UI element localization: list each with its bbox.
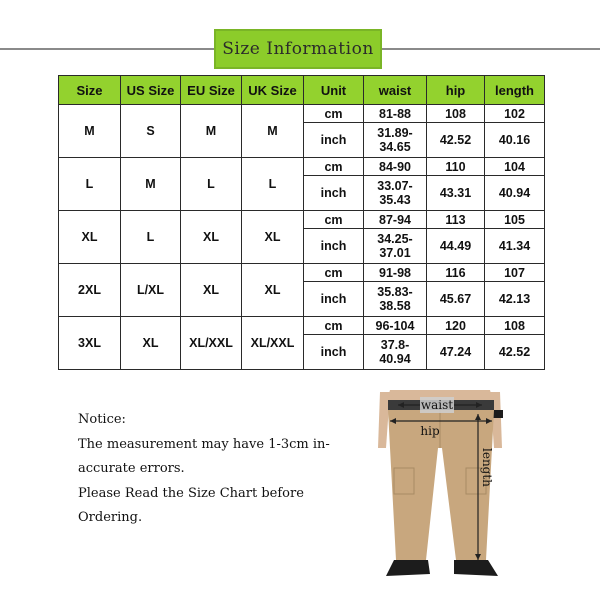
cell-unit-cm: cm bbox=[304, 317, 364, 335]
table-row bbox=[59, 105, 545, 123]
cell-length-inch: 40.16 bbox=[485, 123, 545, 158]
cell-eu-size: L bbox=[181, 158, 242, 211]
cell-eu-size: XL bbox=[181, 264, 242, 317]
cell-waist-inch bbox=[364, 123, 427, 158]
cell-size: M bbox=[59, 105, 121, 158]
cell-length-cm: 102 bbox=[485, 105, 545, 123]
cell-uk-size: M bbox=[242, 105, 304, 158]
pants-illustration bbox=[350, 388, 530, 588]
page-title bbox=[214, 29, 382, 69]
waist-inch-start: 31.89- bbox=[377, 126, 413, 140]
cell-uk-size: XL bbox=[242, 264, 304, 317]
cell-length-inch: 42.13 bbox=[485, 282, 545, 317]
cell-size: 2XL bbox=[59, 264, 121, 317]
cell-hip-inch: 44.49 bbox=[427, 229, 485, 264]
cell-unit-cm: cm bbox=[304, 105, 364, 123]
cell-size: 3XL bbox=[59, 317, 121, 370]
cell-waist-cm: 87-94 bbox=[364, 211, 427, 229]
notice-line: The measurement may have 1-3cm in- bbox=[78, 436, 330, 452]
cell-unit-inch: inch bbox=[304, 123, 364, 158]
header-eu-size: EU Size bbox=[181, 76, 242, 105]
waist-inch-start: 37.8- bbox=[380, 338, 410, 352]
table-header-row bbox=[59, 76, 545, 105]
cell-waist-cm: 91-98 bbox=[364, 264, 427, 282]
waist-inch-end: 35.43 bbox=[379, 193, 411, 207]
header-size: Size bbox=[59, 76, 121, 105]
cell-eu-size: XL bbox=[181, 211, 242, 264]
cell-length-inch: 42.52 bbox=[485, 335, 545, 370]
header-waist: waist bbox=[364, 76, 427, 105]
cell-hip-cm: 113 bbox=[427, 211, 485, 229]
cell-unit-cm: cm bbox=[304, 211, 364, 229]
cell-us-size: L bbox=[121, 211, 181, 264]
left-shoe bbox=[386, 560, 430, 576]
hip-label: hip bbox=[420, 424, 440, 438]
cell-us-size: S bbox=[121, 105, 181, 158]
header-length: length bbox=[485, 76, 545, 105]
notice-block bbox=[78, 408, 368, 531]
cell-waist-inch bbox=[364, 282, 427, 317]
cell-waist-inch bbox=[364, 335, 427, 370]
waist-inch-start: 33.07- bbox=[377, 179, 413, 193]
title-text: Size Information bbox=[222, 39, 374, 59]
cell-size: XL bbox=[59, 211, 121, 264]
waist-inch-end: 37.01 bbox=[379, 246, 411, 260]
cell-unit-cm: cm bbox=[304, 158, 364, 176]
waist-inch-end: 34.65 bbox=[379, 140, 411, 154]
cell-unit-inch: inch bbox=[304, 282, 364, 317]
cell-length-cm: 108 bbox=[485, 317, 545, 335]
cell-length-cm: 107 bbox=[485, 264, 545, 282]
table-row bbox=[59, 158, 545, 176]
cell-unit-inch: inch bbox=[304, 176, 364, 211]
cell-us-size: XL bbox=[121, 317, 181, 370]
cell-uk-size: L bbox=[242, 158, 304, 211]
cell-length-cm: 104 bbox=[485, 158, 545, 176]
cell-unit-cm: cm bbox=[304, 264, 364, 282]
table-row bbox=[59, 317, 545, 335]
cell-size: L bbox=[59, 158, 121, 211]
cell-us-size: M bbox=[121, 158, 181, 211]
header-hip: hip bbox=[427, 76, 485, 105]
cell-waist-cm: 84-90 bbox=[364, 158, 427, 176]
table-row bbox=[59, 211, 545, 229]
cell-waist-cm: 81-88 bbox=[364, 105, 427, 123]
table-row bbox=[59, 264, 545, 282]
cell-hip-inch: 42.52 bbox=[427, 123, 485, 158]
cell-length-inch: 41.34 bbox=[485, 229, 545, 264]
notice-heading: Notice: bbox=[78, 412, 126, 427]
cell-unit-inch: inch bbox=[304, 335, 364, 370]
cell-length-cm: 105 bbox=[485, 211, 545, 229]
cell-hip-cm: 108 bbox=[427, 105, 485, 123]
right-shoe bbox=[454, 560, 498, 576]
cell-uk-size: XL/XXL bbox=[242, 317, 304, 370]
waist-inch-end: 38.58 bbox=[379, 299, 411, 313]
waist-inch-end: 40.94 bbox=[379, 352, 411, 366]
cell-hip-cm: 120 bbox=[427, 317, 485, 335]
notice-line: accurate errors. bbox=[78, 461, 185, 476]
pants-measurement-figure bbox=[350, 388, 530, 588]
header-us-size: US Size bbox=[121, 76, 181, 105]
cell-waist-inch bbox=[364, 229, 427, 264]
cell-hip-cm: 110 bbox=[427, 158, 485, 176]
header-uk-size: UK Size bbox=[242, 76, 304, 105]
notice-line: Ordering. bbox=[78, 510, 143, 525]
cell-hip-inch: 47.24 bbox=[427, 335, 485, 370]
size-table bbox=[58, 75, 545, 370]
cell-hip-cm: 116 bbox=[427, 264, 485, 282]
cell-unit-inch: inch bbox=[304, 229, 364, 264]
waist-inch-start: 35.83- bbox=[377, 285, 413, 299]
cell-eu-size: XL/XXL bbox=[181, 317, 242, 370]
waist-label: waist bbox=[420, 398, 454, 412]
cell-hip-inch: 43.31 bbox=[427, 176, 485, 211]
waist-inch-start: 34.25- bbox=[377, 232, 413, 246]
header-unit: Unit bbox=[304, 76, 364, 105]
notice-line: Please Read the Size Chart before bbox=[78, 485, 304, 501]
cell-length-inch: 40.94 bbox=[485, 176, 545, 211]
length-label: length bbox=[480, 448, 494, 487]
cell-uk-size: XL bbox=[242, 211, 304, 264]
wrist-watch-icon bbox=[493, 410, 503, 418]
cell-waist-cm: 96-104 bbox=[364, 317, 427, 335]
cell-eu-size: M bbox=[181, 105, 242, 158]
cell-us-size: L/XL bbox=[121, 264, 181, 317]
cell-waist-inch bbox=[364, 176, 427, 211]
cell-hip-inch: 45.67 bbox=[427, 282, 485, 317]
